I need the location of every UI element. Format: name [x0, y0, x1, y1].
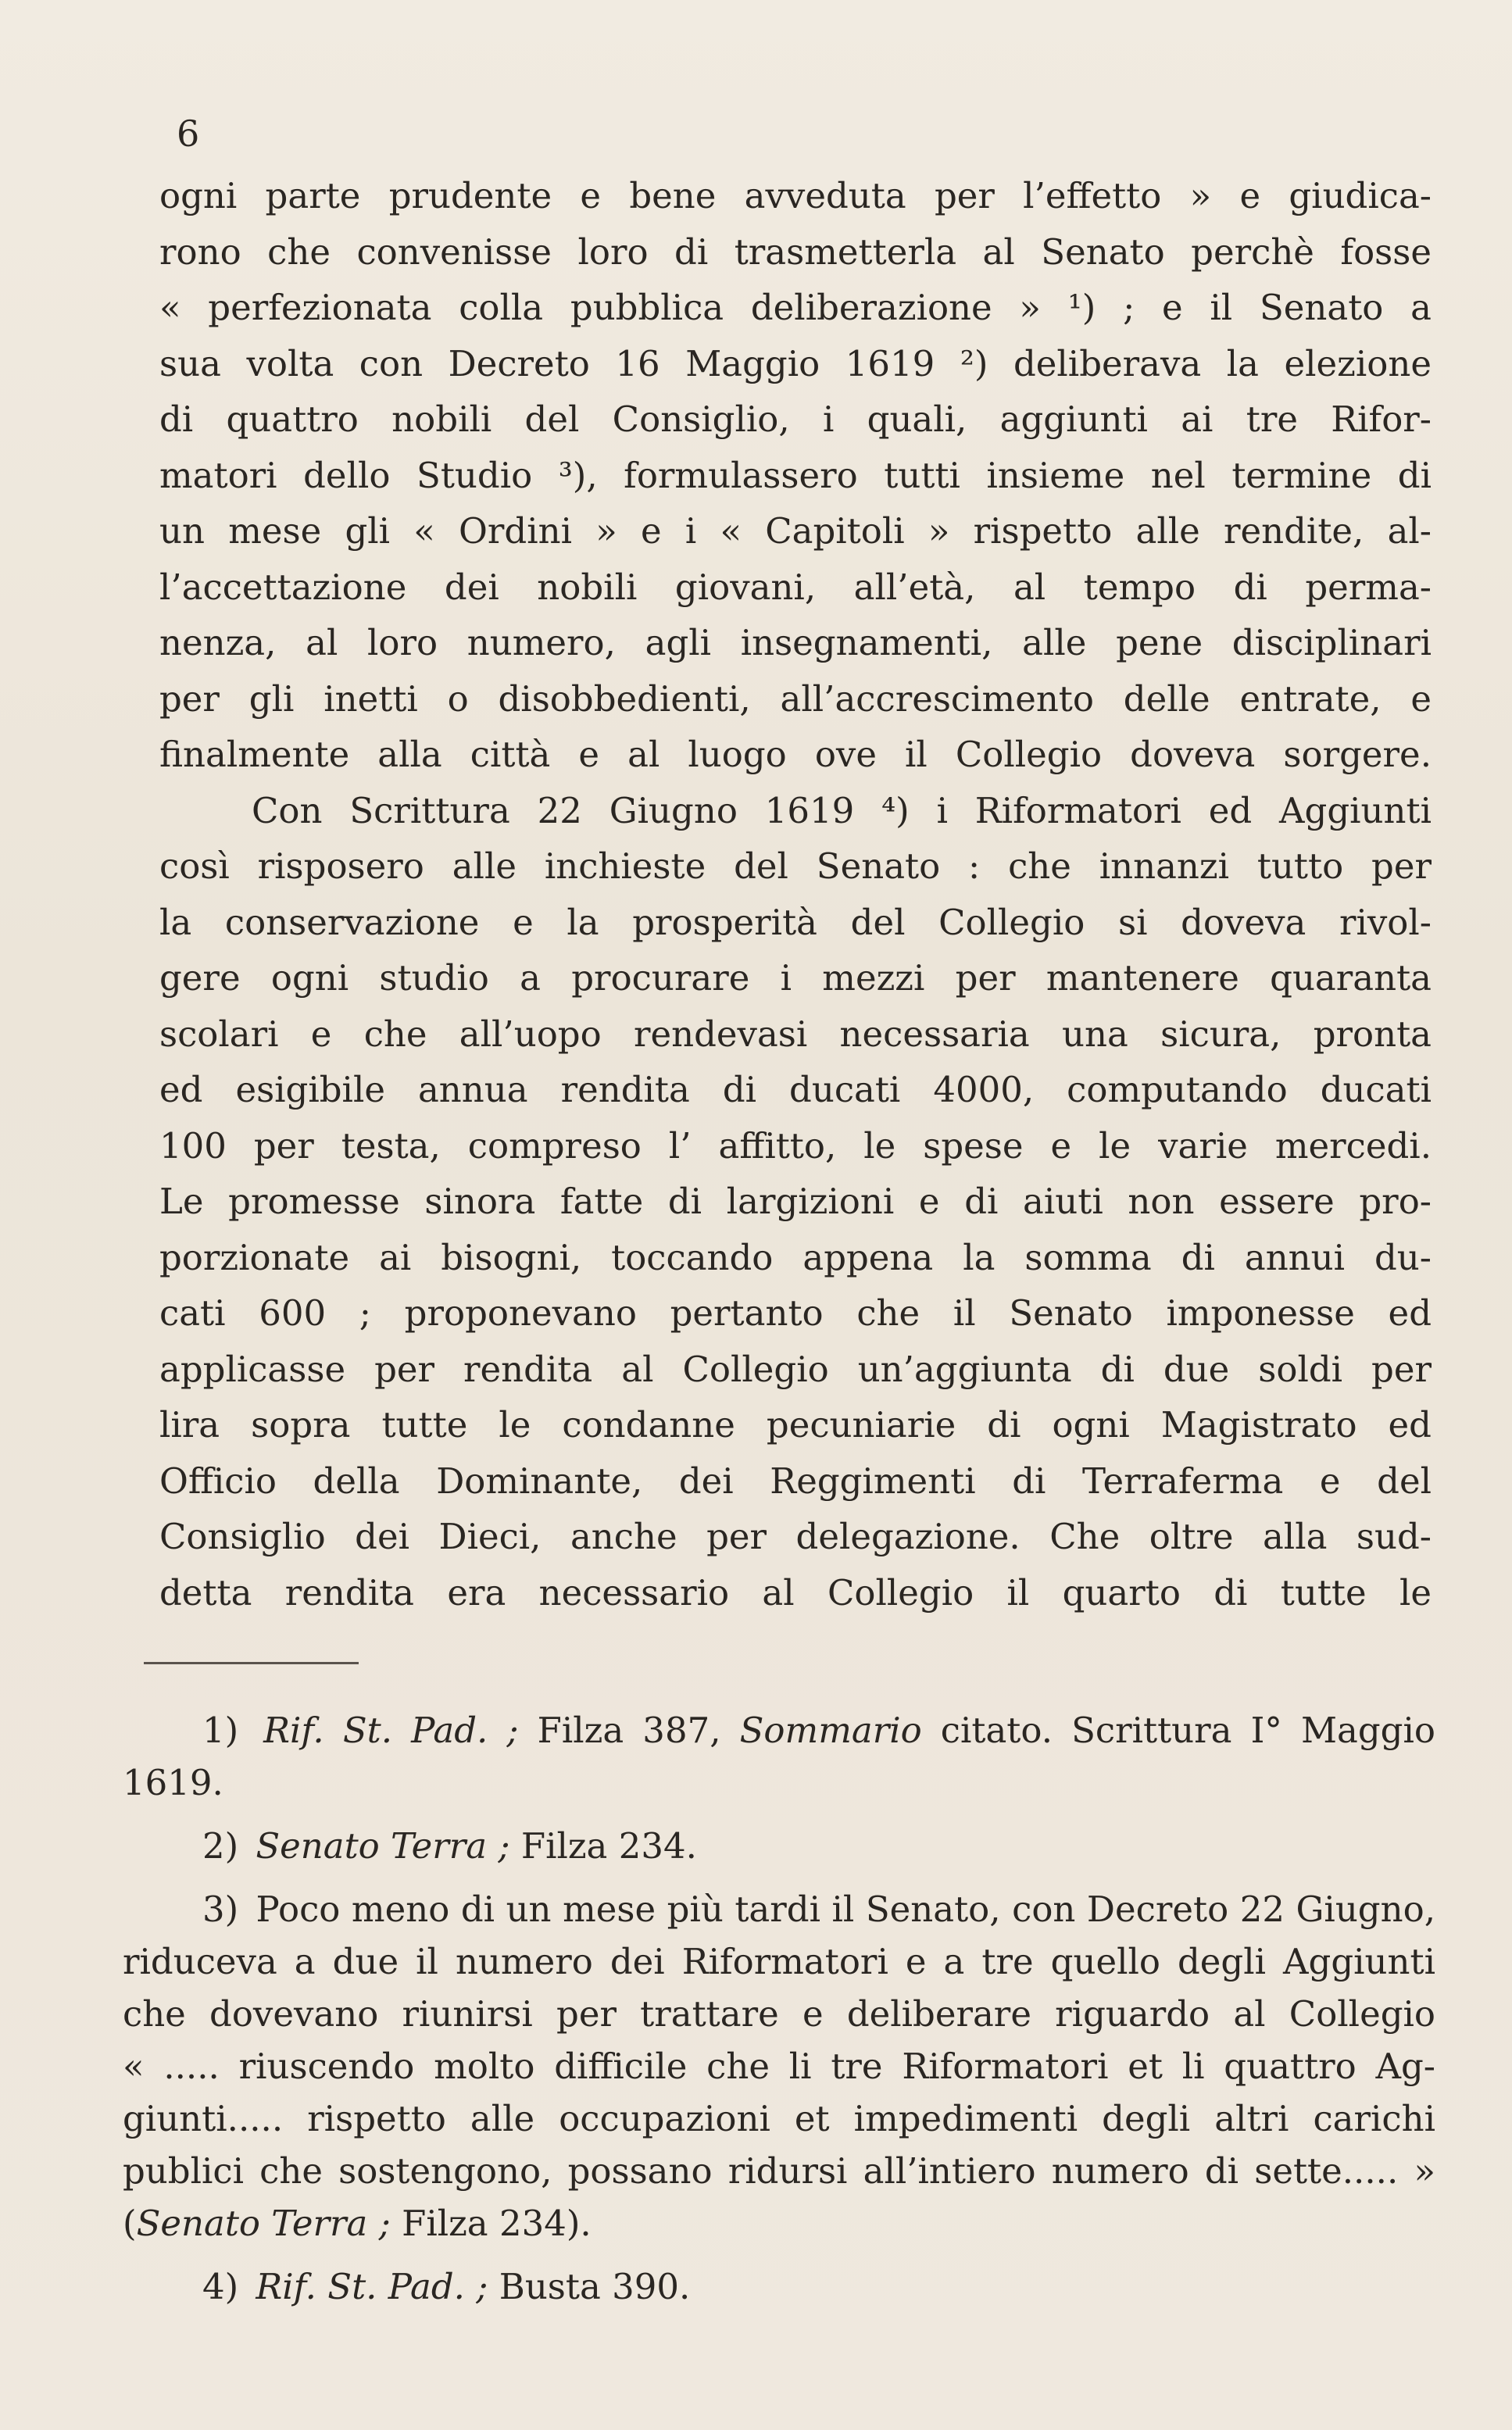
paragraph-2 — [159, 783, 1432, 1621]
footnote-line: che dovevano riunirsi per trattare e deliberare riguardo al Collegio — [123, 1993, 1435, 2035]
main-text — [159, 168, 1432, 1621]
footnote-2 — [123, 1820, 1435, 1872]
text-line: così risposero alle inchieste del Senato : che innanzi tutto per — [159, 845, 1432, 887]
footnote-source: Rif. St. Pad. ; — [263, 1710, 519, 1751]
footnote-line: « ..... riuscendo molto difficile che li tre Riformatori et li quattro Ag- — [123, 2046, 1435, 2087]
text-line: ed esigibile annua rendita di ducati 4000, computando ducati — [159, 1069, 1432, 1110]
text-line: ogni parte prudente e bene avveduta per l’effetto » e giudica- — [159, 175, 1432, 216]
footnote-gap — [123, 1809, 1435, 1820]
footnote-line — [123, 2260, 1435, 2313]
text-line: la conservazione e la prosperità del Collegio si doveva rivol- — [159, 901, 1432, 943]
text-line: lira sopra tutte le condanne pecuniarie di ogni Magistrato ed — [159, 1404, 1432, 1445]
footnote-source: Rif. St. Pad. ; — [256, 2266, 488, 2307]
footnote-source: Senato Terra ; — [136, 2203, 391, 2244]
text-line: detta rendita era necessario al Collegio il quarto di tutte le — [159, 1571, 1432, 1613]
footnote-source: Senato Terra ; — [256, 1825, 510, 1867]
footnote-text: Busta 390. — [499, 2266, 691, 2307]
footnote-1 — [123, 1704, 1435, 1809]
text-line: Consiglio dei Dieci, anche per delegazione. Che oltre alla sud- — [159, 1516, 1432, 1557]
footnote-text: Filza 234. — [520, 1825, 697, 1867]
footnote-4 — [123, 2260, 1435, 2313]
footnote-line: publici che sostengono, possano ridursi all’intiero numero di sette..... » — [123, 2150, 1435, 2192]
footnote-line — [123, 2197, 1435, 2250]
text-line: cati 600 ; proponevano pertanto che il Senato imponesse ed — [159, 1292, 1432, 1334]
text-line: matori dello Studio ³), formulassero tutti insieme nel termine di — [159, 454, 1432, 496]
text-line: Con Scrittura 22 Giugno 1619 ⁴) i Riformatori ed Aggiunti — [252, 789, 1432, 831]
footnotes — [123, 1704, 1435, 2313]
text-line: un mese gli « Ordini » e i « Capitoli » rispetto alle rendite, al- — [159, 510, 1432, 552]
footnote-3 — [123, 1883, 1435, 2250]
footnote-line: giunti..... rispetto alle occupazioni et impedimenti degli altri carichi — [123, 2098, 1435, 2139]
text-line: per gli inetti o disobbedienti, all’accrescimento delle entrate, e — [159, 677, 1432, 720]
footnote-marker: 3) — [202, 1889, 239, 1930]
footnote-text: Poco meno di un mese più tardi il Senato, con Decreto 22 Giugno, — [256, 1889, 1435, 1930]
page-number: 6 — [177, 113, 200, 155]
text-line: gere ogni studio a procurare i mezzi per mantenere quaranta — [159, 957, 1432, 999]
footnote-marker: 4) — [202, 2266, 239, 2307]
footnote-line — [123, 1704, 1435, 1756]
footnote-marker: 1) — [202, 1710, 239, 1751]
footnote-italic-text: Sommario — [739, 1710, 922, 1751]
footnote-text: citato. Scrittura I° Maggio — [940, 1710, 1435, 1751]
text-line: finalmente alla città e al luogo ove il Collegio doveva sorgere. — [159, 734, 1432, 775]
text-line: sua volta con Decreto 16 Maggio 1619 ²) deliberava la elezione — [159, 342, 1432, 384]
text-line: « perfezionata colla pubblica deliberazione » ¹) ; e il Senato a — [159, 287, 1432, 328]
text-line: rono che convenisse loro di trasmetterla al Senato perchè fosse — [159, 230, 1432, 273]
text-line: porzionate ai bisogni, toccando appena la somma di annui du- — [159, 1236, 1432, 1278]
footnote-line: 1619. — [123, 1762, 223, 1803]
text-line: 100 per testa, compreso l’ affitto, le spese e le varie mercedi. — [159, 1124, 1432, 1167]
text-line: Officio della Dominante, dei Reggimenti di Terraferma e del — [159, 1460, 1432, 1502]
text-line: applicasse per rendita al Collegio un’aggiunta di due soldi per — [159, 1348, 1432, 1390]
footnote-text: Filza 387, — [537, 1710, 721, 1751]
footnote-marker: 2) — [202, 1825, 239, 1867]
footnote-text: Filza 234). — [402, 2203, 592, 2244]
text-line: Le promesse sinora fatte di largizioni e di aiuti non essere pro- — [159, 1181, 1432, 1222]
footnote-punctuation: ( — [123, 2203, 137, 2244]
footnote-line — [123, 1820, 1435, 1872]
footnote-separator — [144, 1662, 359, 1664]
footnote-gap — [123, 2250, 1435, 2260]
paragraph-1 — [159, 168, 1432, 783]
footnote-gap — [123, 1872, 1435, 1883]
text-line: di quattro nobili del Consiglio, i quali, aggiunti ai tre Rifor- — [159, 398, 1432, 440]
footnote-line — [123, 1883, 1435, 1935]
footnote-line: riduceva a due il numero dei Riformatori e a tre quello degli Aggiunti — [123, 1941, 1435, 1982]
text-line: nenza, al loro numero, agli insegnamenti, alle pene disciplinari — [159, 622, 1432, 663]
text-line: scolari e che all’uopo rendevasi necessaria una sicura, pronta — [159, 1013, 1432, 1055]
text-line: l’accettazione dei nobili giovani, all’età, al tempo di perma- — [159, 566, 1432, 608]
